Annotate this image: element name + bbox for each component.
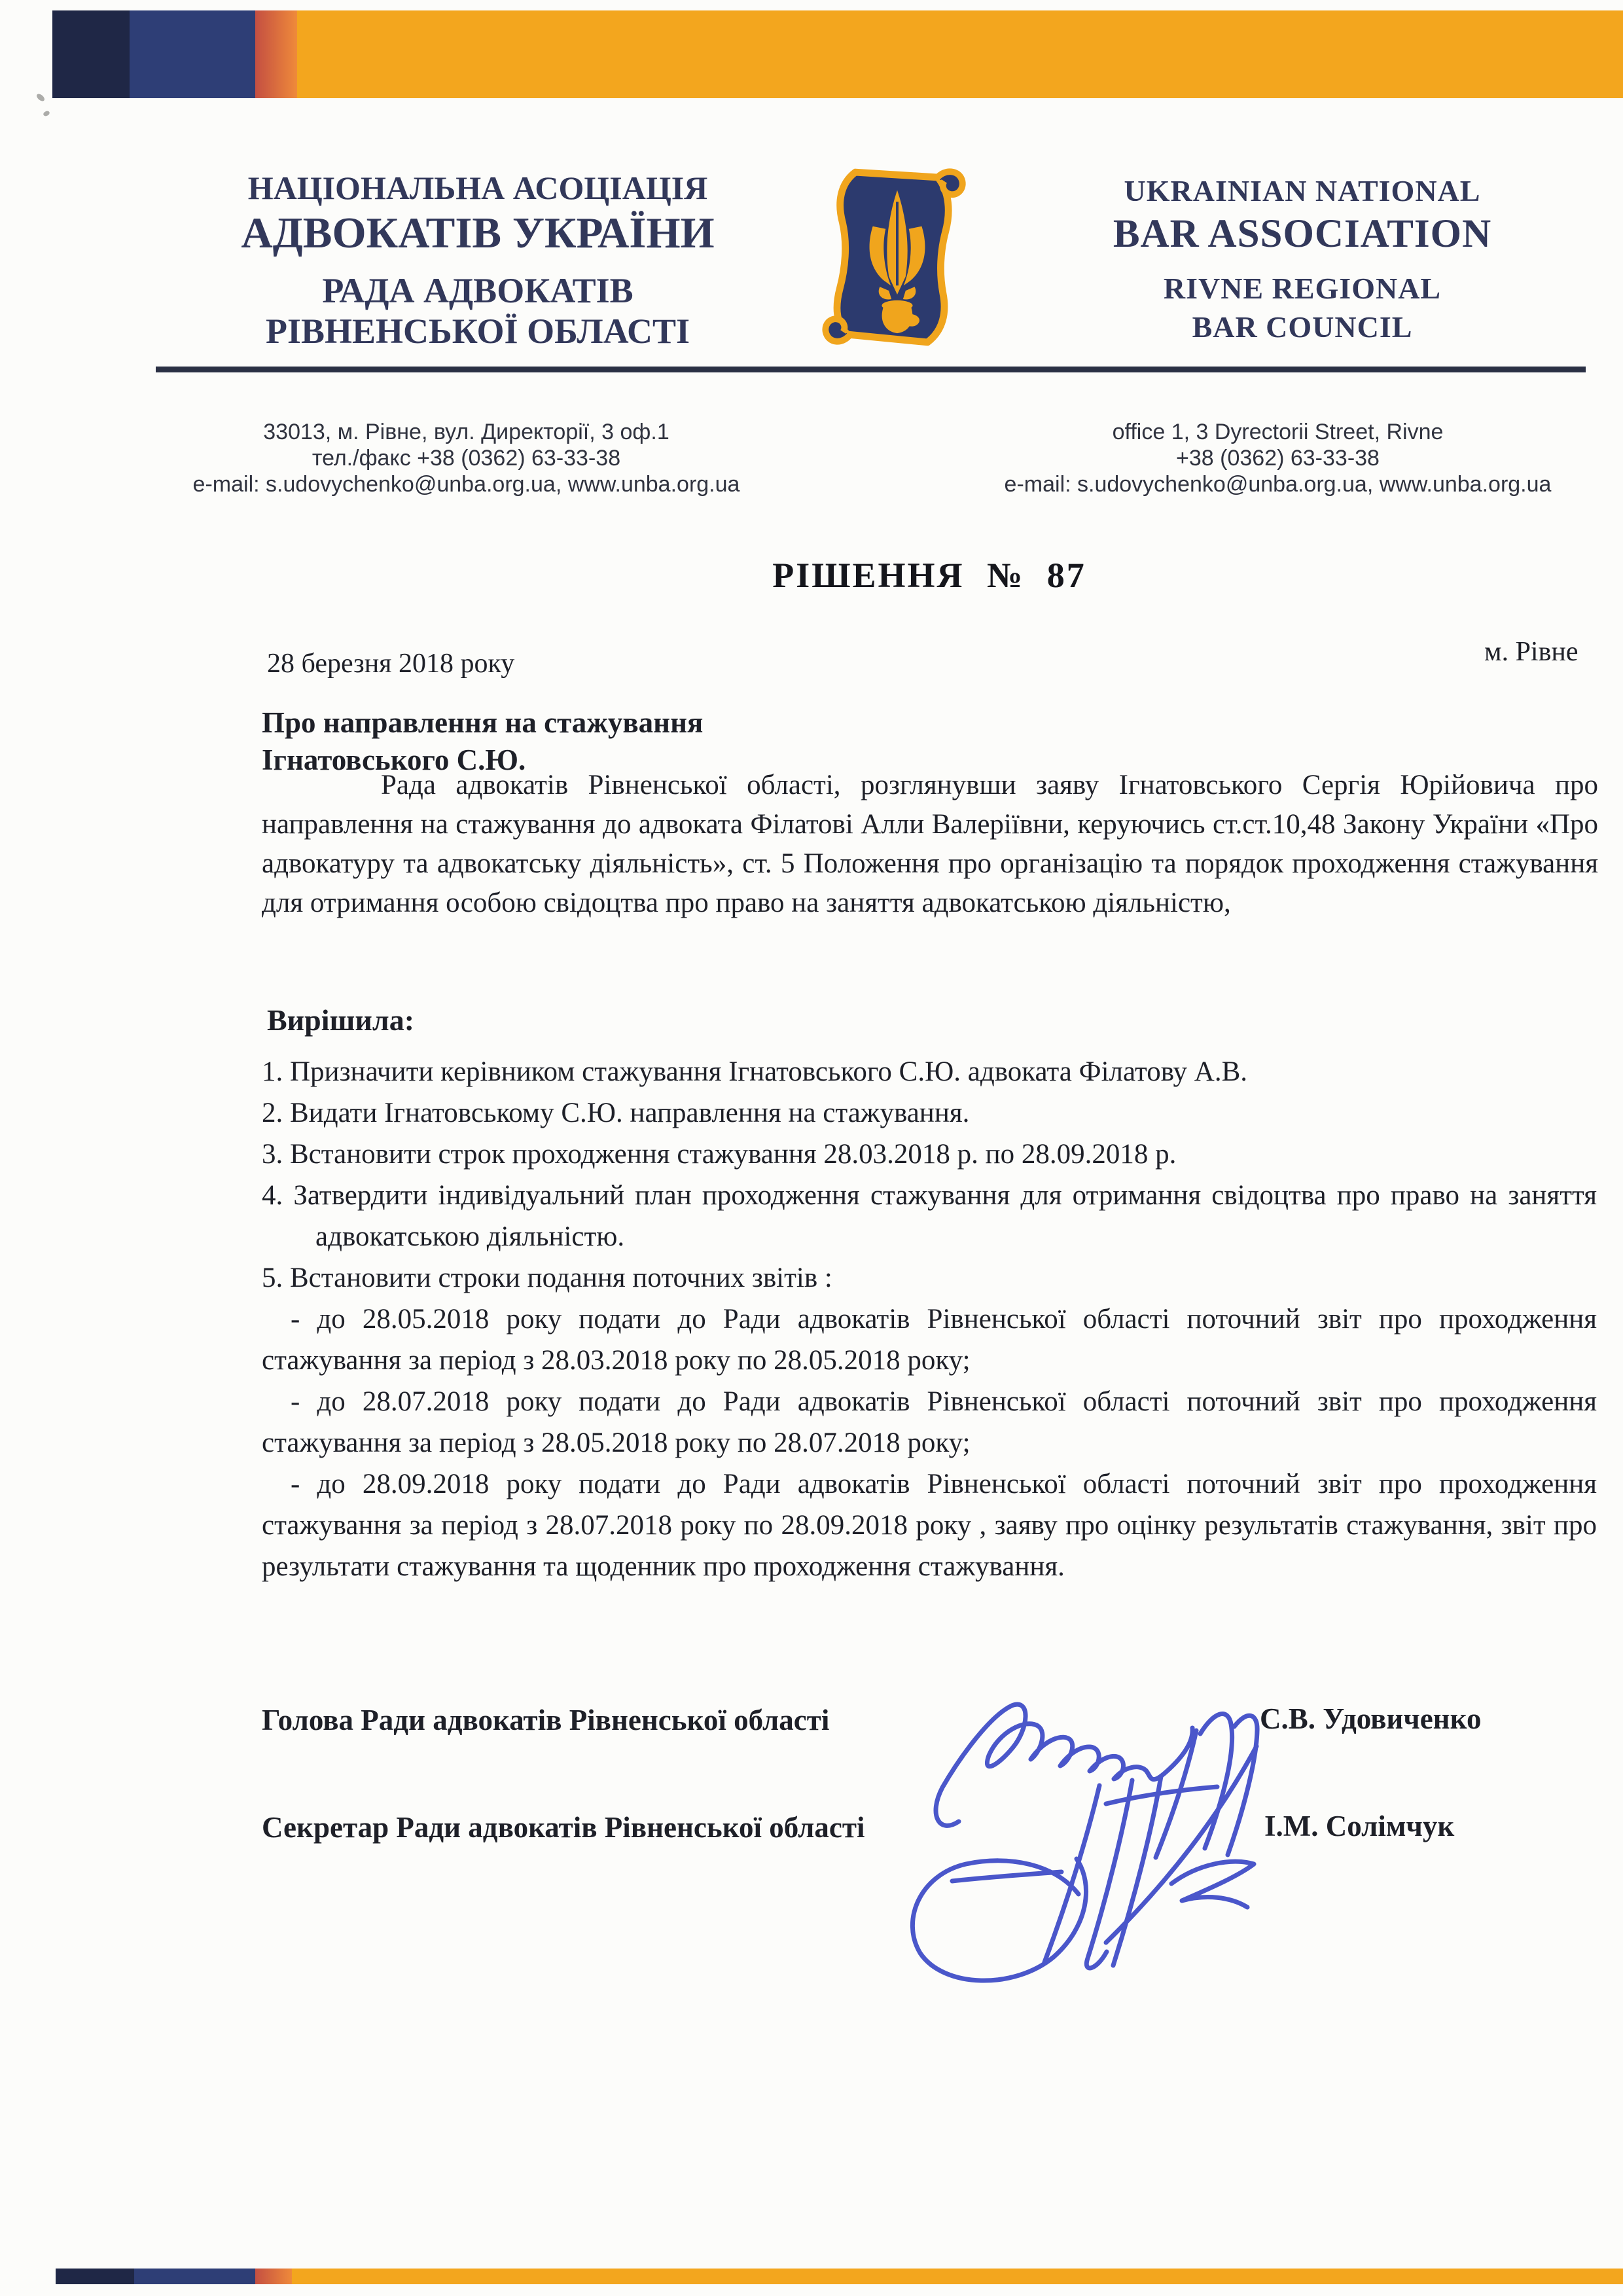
- contact-block-english: [978, 419, 1577, 497]
- org-name-line: UKRAINIAN NATIONAL: [1124, 174, 1481, 207]
- postal-address: 33013, м. Рівне, вул. Директорії, 3 оф.1: [263, 420, 669, 444]
- org-name-line: RIVNE REGIONAL: [1163, 272, 1442, 305]
- org-name-line: НАЦІОНАЛЬНА АСОЦІАЦІЯ: [247, 170, 708, 206]
- top-brand-stripe: [52, 10, 1623, 98]
- handwritten-signature-ink: [890, 1668, 1322, 2001]
- stripe-navy-segment: [130, 10, 255, 98]
- phone-fax: +38 (0362) 63-33-38: [1176, 446, 1380, 471]
- document-title: РІШЕННЯ № 87: [772, 556, 1086, 595]
- signatory-name-head: С.В. Удовиченко: [1260, 1702, 1482, 1735]
- org-name-line: АДВОКАТІВ УКРАЇНИ: [241, 209, 715, 257]
- org-name-line: BAR ASSOCIATION: [1113, 212, 1492, 256]
- signatory-title-head: Голова Ради адвокатів Рівненської області: [262, 1704, 830, 1736]
- stripe-navy-dark-segment: [52, 10, 130, 98]
- email-website: e-mail: s.udovychenko@unba.org.ua, www.unba.org.ua: [1004, 472, 1552, 497]
- stripe-orange-segment: [297, 10, 1623, 98]
- resolution-item: 5. Встановити строки подання поточних звітів :: [262, 1263, 832, 1293]
- resolution-item: 2. Видати Ігнатовському С.Ю. направлення на стажування.: [262, 1098, 970, 1128]
- stripe-navy-dark-segment: [56, 2269, 134, 2284]
- signatory-name-secretary: І.М. Солімчук: [1264, 1810, 1455, 1842]
- stripe-orange-segment: [292, 2269, 1623, 2284]
- resolved-heading: Вирішила:: [267, 1003, 415, 1037]
- preamble-paragraph: Рада адвокатів Рівненської області, розглянувши заяву Ігнатовського Сергія Юрійовича про направлення на стажування до адвоката Філатові Алли Валеріївни, керуючись ст.ст.10,48 Закону України «Про адвокатуру та адвокатську діяльність», ст. 5 Положення про організацію та порядок проходження стажування для отримання особою свідоцтва про право на заняття адвокатською діяльністю,: [262, 770, 1598, 918]
- email-website: e-mail: s.udovychenko@unba.org.ua, www.unba.org.ua: [192, 472, 740, 497]
- subject-line: Про направлення на стажування: [262, 706, 704, 739]
- resolution-item: 4. Затвердити індивідуальний план проходження стажування для отримання свідоцтва про право на заняття адвокатською діяльністю.: [262, 1180, 1597, 1252]
- subject-line: Ігнатовського С.Ю.: [262, 744, 526, 776]
- signatory-title-secretary: Секретар Ради адвокатів Рівненської області: [262, 1811, 865, 1844]
- phone-fax: тел./факс +38 (0362) 63-33-38: [312, 446, 621, 471]
- scan-speck: [35, 92, 46, 102]
- org-name-line: BAR COUNCIL: [1192, 310, 1413, 344]
- letterhead-ukrainian: [190, 169, 766, 351]
- report-deadline-item: - до 28.05.2018 року подати до Ради адвокатів Рівненської області поточний звіт про проходження стажування за період з 28.03.2018 року по 28.05.2018 року;: [262, 1304, 1597, 1376]
- scan-speck: [43, 110, 50, 117]
- document-place: м. Рівне: [1484, 637, 1578, 667]
- letterhead-english: [1080, 173, 1525, 346]
- org-name-line: РАДА АДВОКАТІВ: [322, 271, 633, 310]
- org-name-line: РІВНЕНСЬКОЇ ОБЛАСТІ: [266, 312, 690, 351]
- stripe-navy-segment: [134, 2269, 255, 2284]
- resolution-list: [262, 1051, 1597, 1587]
- postal-address: office 1, 3 Dyrectorii Street, Rivne: [1112, 420, 1444, 444]
- letterhead-divider-rule: [156, 367, 1586, 372]
- report-deadline-item: - до 28.09.2018 року подати до Ради адвокатів Рівненської області поточний звіт про проходження стажування за період з 28.07.2018 року по 28.09.2018 року , заяву про оцінку результатів стажування, звіт про результати стажування та щоденник про проходження стажування.: [262, 1469, 1597, 1582]
- resolution-item: 3. Встановити строк проходження стажування 28.03.2018 р. по 28.09.2018 р.: [262, 1139, 1177, 1170]
- stripe-red-segment: [255, 10, 297, 98]
- contact-block-ukrainian: [167, 419, 766, 497]
- resolution-item: 1. Призначити керівником стажування Ігнатовського С.Ю. адвоката Філатову А.В.: [262, 1056, 1248, 1087]
- bottom-brand-stripe: [56, 2269, 1623, 2284]
- stripe-red-segment: [255, 2269, 292, 2284]
- report-deadline-item: - до 28.07.2018 року подати до Ради адвокатів Рівненської області поточний звіт про проходження стажування за період з 28.05.2018 року по 28.07.2018 року;: [262, 1386, 1597, 1458]
- unba-logo-icon: [817, 154, 978, 359]
- document-date: 28 березня 2018 року: [267, 649, 515, 679]
